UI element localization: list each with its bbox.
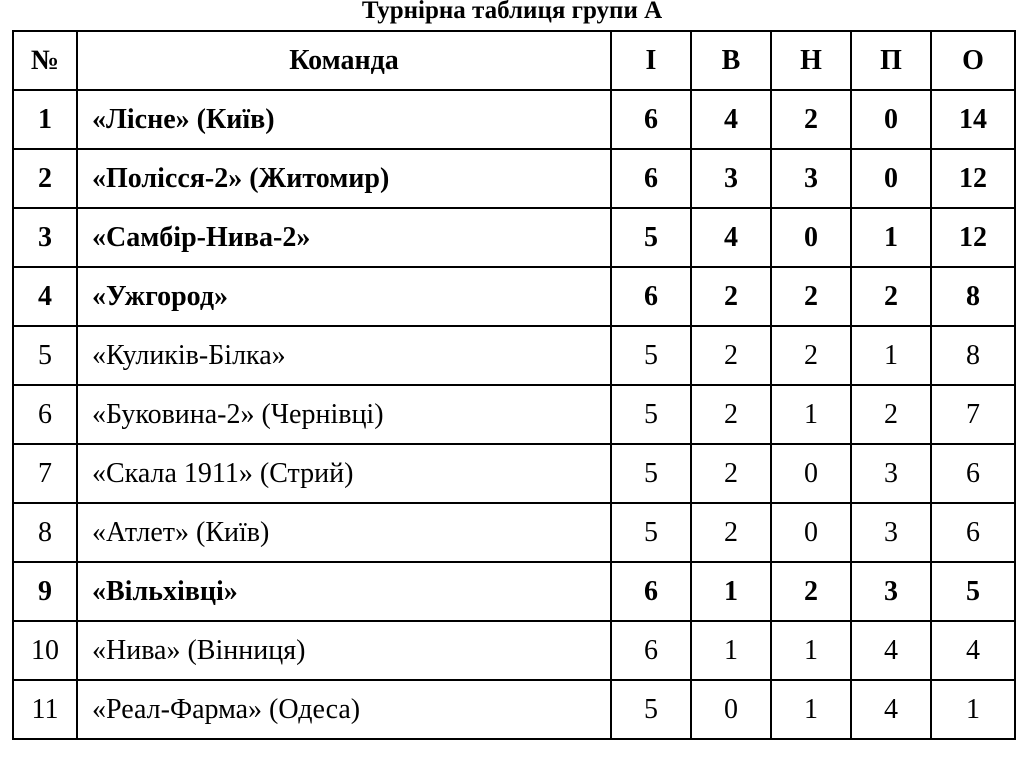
- header-losses: П: [851, 31, 931, 90]
- draws-cell: 1: [771, 385, 851, 444]
- wins-cell: 4: [691, 90, 771, 149]
- points-cell: 4: [931, 621, 1015, 680]
- games-cell: 6: [611, 267, 691, 326]
- draws-cell: 2: [771, 562, 851, 621]
- losses-cell: 2: [851, 267, 931, 326]
- team-name-cell: «Нива» (Вінниця): [77, 621, 611, 680]
- points-cell: 1: [931, 680, 1015, 739]
- games-cell: 6: [611, 621, 691, 680]
- wins-cell: 2: [691, 503, 771, 562]
- position-cell: 10: [13, 621, 77, 680]
- position-cell: 8: [13, 503, 77, 562]
- losses-cell: 0: [851, 149, 931, 208]
- points-cell: 8: [931, 267, 1015, 326]
- points-cell: 6: [931, 444, 1015, 503]
- table-row: [13, 208, 1015, 267]
- header-team: Команда: [77, 31, 611, 90]
- position-cell: 9: [13, 562, 77, 621]
- losses-cell: 3: [851, 562, 931, 621]
- table-row: [13, 149, 1015, 208]
- wins-cell: 2: [691, 444, 771, 503]
- losses-cell: 2: [851, 385, 931, 444]
- table-row: [13, 503, 1015, 562]
- team-name-cell: «Реал-Фарма» (Одеса): [77, 680, 611, 739]
- games-cell: 5: [611, 385, 691, 444]
- table-row: [13, 444, 1015, 503]
- team-name-cell: «Атлет» (Київ): [77, 503, 611, 562]
- draws-cell: 1: [771, 680, 851, 739]
- wins-cell: 1: [691, 562, 771, 621]
- losses-cell: 1: [851, 326, 931, 385]
- position-cell: 3: [13, 208, 77, 267]
- losses-cell: 3: [851, 503, 931, 562]
- header-wins: В: [691, 31, 771, 90]
- wins-cell: 2: [691, 267, 771, 326]
- position-cell: 11: [13, 680, 77, 739]
- draws-cell: 3: [771, 149, 851, 208]
- draws-cell: 2: [771, 326, 851, 385]
- games-cell: 5: [611, 326, 691, 385]
- table-title: Турнірна таблиця групи А: [361, 0, 663, 24]
- points-cell: 12: [931, 149, 1015, 208]
- position-cell: 6: [13, 385, 77, 444]
- wins-cell: 2: [691, 326, 771, 385]
- table-row: [13, 385, 1015, 444]
- points-cell: 7: [931, 385, 1015, 444]
- table-row: [13, 90, 1015, 149]
- header-number: №: [13, 31, 77, 90]
- losses-cell: 0: [851, 90, 931, 149]
- draws-cell: 2: [771, 90, 851, 149]
- draws-cell: 0: [771, 208, 851, 267]
- games-cell: 6: [611, 90, 691, 149]
- wins-cell: 2: [691, 385, 771, 444]
- header-row: [13, 31, 1015, 90]
- wins-cell: 3: [691, 149, 771, 208]
- games-cell: 5: [611, 680, 691, 739]
- points-cell: 12: [931, 208, 1015, 267]
- table-row: [13, 621, 1015, 680]
- position-cell: 2: [13, 149, 77, 208]
- standings-body: [13, 90, 1015, 739]
- team-name-cell: «Лісне» (Київ): [77, 90, 611, 149]
- table-row: [13, 326, 1015, 385]
- points-cell: 5: [931, 562, 1015, 621]
- wins-cell: 4: [691, 208, 771, 267]
- games-cell: 5: [611, 208, 691, 267]
- points-cell: 6: [931, 503, 1015, 562]
- table-row: [13, 562, 1015, 621]
- team-name-cell: «Буковина-2» (Чернівці): [77, 385, 611, 444]
- team-name-cell: «Куликів-Білка»: [77, 326, 611, 385]
- team-name-cell: «Скала 1911» (Стрий): [77, 444, 611, 503]
- wins-cell: 1: [691, 621, 771, 680]
- standings-table: [12, 30, 1016, 740]
- header-games: І: [611, 31, 691, 90]
- position-cell: 1: [13, 90, 77, 149]
- points-cell: 8: [931, 326, 1015, 385]
- games-cell: 6: [611, 562, 691, 621]
- games-cell: 6: [611, 149, 691, 208]
- wins-cell: 0: [691, 680, 771, 739]
- position-cell: 4: [13, 267, 77, 326]
- team-name-cell: «Вільхівці»: [77, 562, 611, 621]
- team-name-cell: «Самбір-Нива-2»: [77, 208, 611, 267]
- losses-cell: 3: [851, 444, 931, 503]
- table-row: [13, 267, 1015, 326]
- draws-cell: 0: [771, 503, 851, 562]
- position-cell: 5: [13, 326, 77, 385]
- header-points: О: [931, 31, 1015, 90]
- points-cell: 14: [931, 90, 1015, 149]
- team-name-cell: «Ужгород»: [77, 267, 611, 326]
- games-cell: 5: [611, 444, 691, 503]
- losses-cell: 4: [851, 680, 931, 739]
- position-cell: 7: [13, 444, 77, 503]
- header-draws: Н: [771, 31, 851, 90]
- draws-cell: 2: [771, 267, 851, 326]
- losses-cell: 4: [851, 621, 931, 680]
- draws-cell: 1: [771, 621, 851, 680]
- draws-cell: 0: [771, 444, 851, 503]
- table-row: [13, 680, 1015, 739]
- losses-cell: 1: [851, 208, 931, 267]
- team-name-cell: «Полісся-2» (Житомир): [77, 149, 611, 208]
- games-cell: 5: [611, 503, 691, 562]
